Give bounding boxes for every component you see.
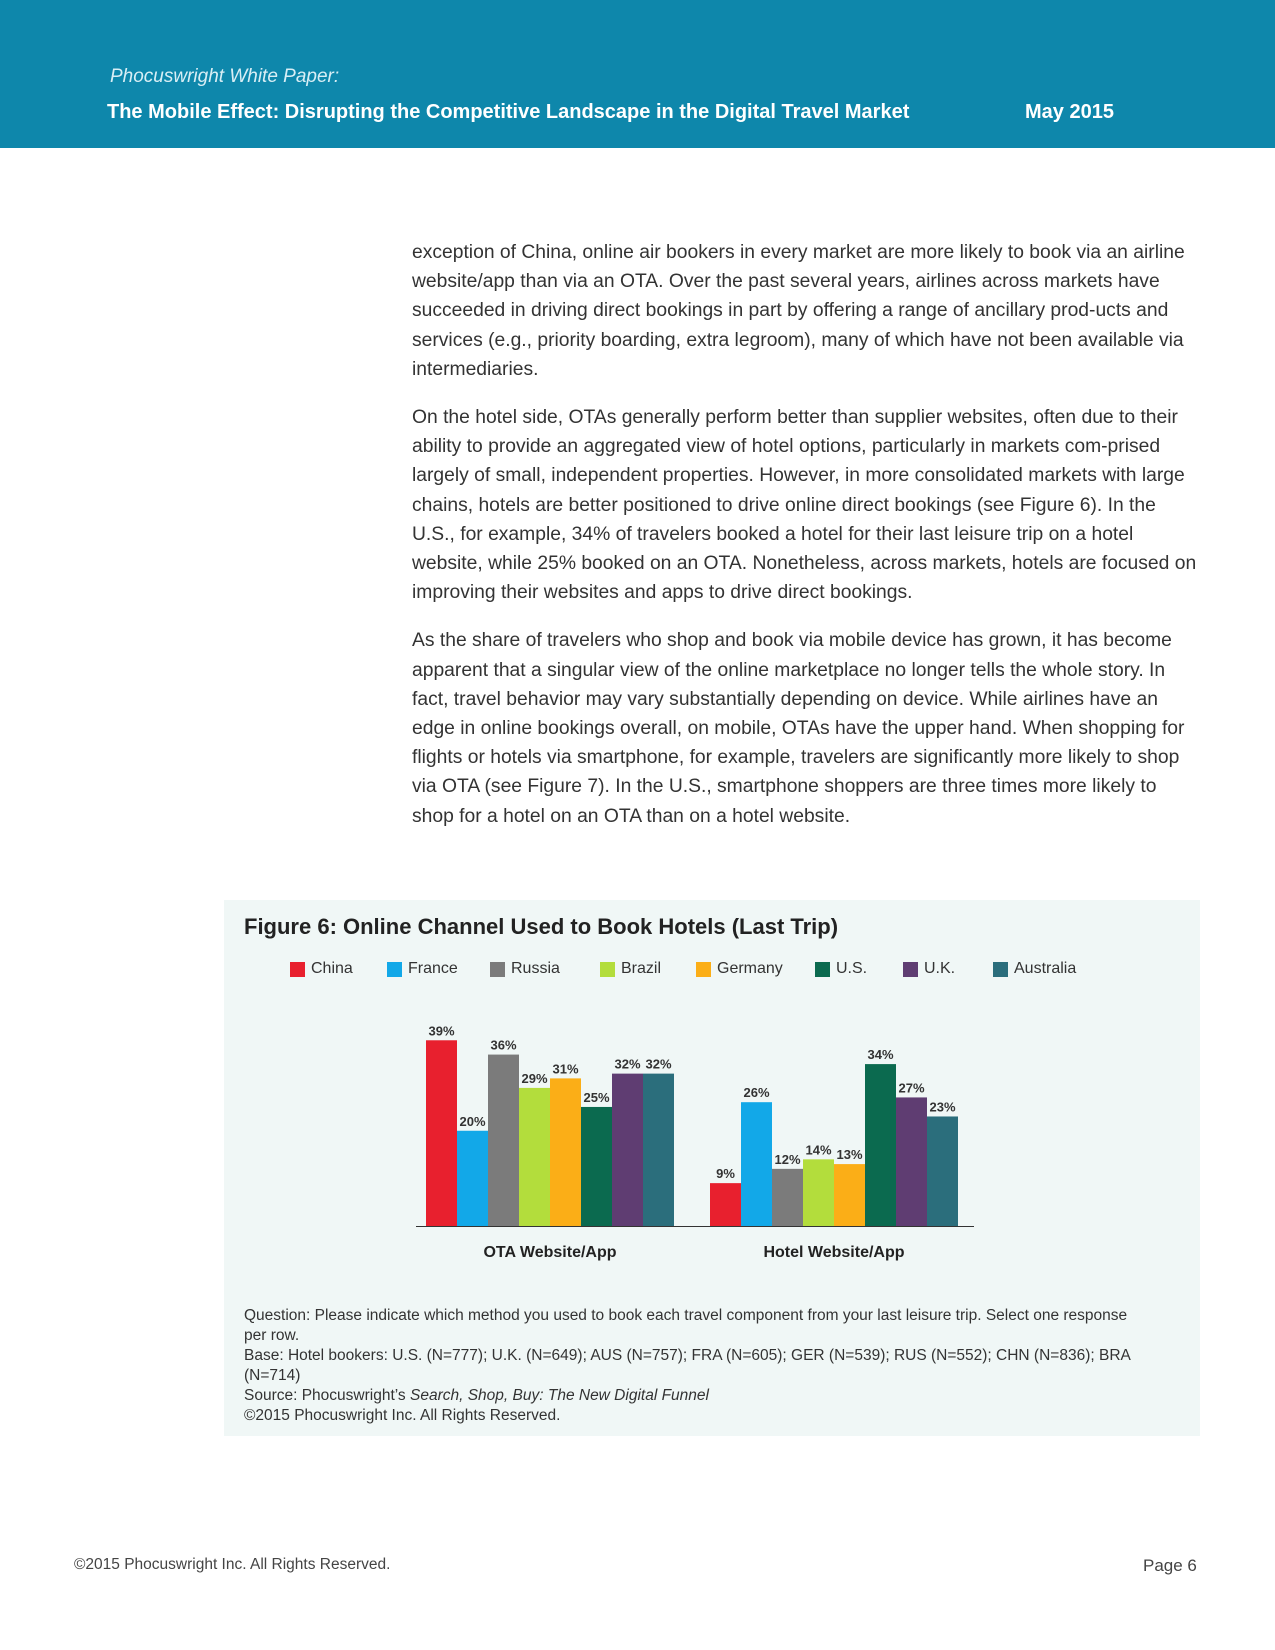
data-label: 32% (645, 1056, 672, 1072)
bar-chart (224, 996, 1200, 1296)
figure-title: Figure 6: Online Channel Used to Book Hotels (Last Trip) (244, 914, 839, 939)
page-header (0, 0, 1275, 148)
legend-label: France (408, 960, 458, 977)
legend-label: U.S. (836, 960, 868, 977)
data-label: 39% (428, 1023, 455, 1039)
legend-label: Germany (717, 960, 783, 977)
category-label: OTA Website/App (483, 1244, 617, 1261)
legend-label: Australia (1014, 960, 1077, 977)
legend-item-russia (490, 958, 560, 980)
bar-russia-ota-website-app (488, 1055, 519, 1226)
legend-label: Brazil (621, 960, 662, 977)
data-label: 23% (929, 1099, 956, 1115)
footer-copyright: ©2015 Phocuswright Inc. All Rights Reserved. (74, 1556, 391, 1573)
bar-russia-hotel-website-app (772, 1169, 803, 1226)
figure-notes (244, 1306, 1144, 1426)
bar-australia-ota-website-app (643, 1074, 674, 1226)
bar-france-ota-website-app (457, 1131, 488, 1226)
legend-item-france (387, 958, 458, 980)
bar-u-s-ota-website-app (581, 1107, 612, 1226)
data-label: 27% (898, 1080, 925, 1096)
data-label: 34% (867, 1047, 894, 1063)
header-title: The Mobile Effect: Disrupting the Competitive Landscape in the Digital Travel Market (107, 101, 910, 123)
legend-swatch (387, 962, 402, 977)
legend-swatch (600, 962, 615, 977)
bar-u-k-hotel-website-app (896, 1097, 927, 1226)
header-subtitle: Phocuswright White Paper: (110, 66, 340, 87)
bar-brazil-hotel-website-app (803, 1159, 834, 1226)
paragraph-3: As the share of travelers who shop and book via mobile device has grown, it has become apparent that a singular view of the online marketplace no longer tells the whole story. In fact, travel behavior may vary substantially depending on device. While airlines have an edge in online bookings overall, on mobile, OTAs have the upper hand. When shopping for flights or hotels via smartphone, for example, travelers are significantly more likely to shop via OTA (see Figure 7). In the U.S., smartphone shoppers are three times more likely to shop for a hotel on an OTA than on a hotel website. (412, 630, 1185, 827)
bar-china-ota-website-app (426, 1040, 457, 1226)
bar-australia-hotel-website-app (927, 1116, 958, 1226)
bar-germany-hotel-website-app (834, 1164, 865, 1226)
data-label: 25% (583, 1089, 610, 1105)
paragraph-2: On the hotel side, OTAs generally perform better than supplier websites, often due to their ability to provide an aggregated view of hotel options, particularly in markets com-prised largely of small, independent properties. However, in more consolidated markets with large chains, hotels are better positioned to drive online direct bookings (see Figure 6). In the U.S., for example, 34% of travelers booked a hotel for their last leisure trip on a hotel website, while 25% booked on an OTA. Nonetheless, across markets, hotels are focused on improving their websites and apps to drive direct bookings. (412, 407, 1197, 604)
data-label: 9% (716, 1166, 735, 1182)
source-title: Search, Shop, Buy: The New Digital Funnel (410, 1387, 709, 1404)
legend-item-australia (993, 958, 1076, 980)
data-label: 32% (614, 1056, 641, 1072)
header-date: May 2015 (1025, 101, 1114, 123)
legend-item-germany (696, 958, 783, 980)
bar-u-k-ota-website-app (612, 1074, 643, 1226)
bar-u-s-hotel-website-app (865, 1064, 896, 1226)
figure-base: Base: Hotel bookers: U.S. (N=777); U.K. (N=649); AUS (N=757); FRA (N=605); GER (N=539); RUS (N=552); CHN (N=836); BRA (N=714) (244, 1347, 1130, 1384)
legend-item-u-k (903, 958, 955, 980)
figure-6 (224, 900, 1200, 1436)
paragraph-1: exception of China, online air bookers in every market are more likely to book via an airline website/app than via an OTA. Over the past several years, airlines across markets have succeeded in driving direct bookings in part by offering a range of ancillary prod-ucts and services (e.g., priority boarding, extra legroom), many of which have not been available via intermediaries. (412, 242, 1185, 380)
figure-source (244, 1386, 1144, 1406)
data-label: 36% (490, 1037, 517, 1053)
legend-swatch (903, 962, 918, 977)
legend-item-u-s (815, 958, 867, 980)
bar-france-hotel-website-app (741, 1102, 772, 1226)
legend-label: China (311, 960, 353, 977)
figure-copyright: ©2015 Phocuswright Inc. All Rights Reserved. (244, 1407, 561, 1424)
data-label: 26% (743, 1085, 770, 1101)
figure-question: Question: Please indicate which method you used to book each travel component from your last leisure trip. Select one response per row. (244, 1307, 1128, 1344)
bar-brazil-ota-website-app (519, 1088, 550, 1226)
legend-swatch (696, 962, 711, 977)
body-text (412, 238, 1202, 850)
data-label: 13% (836, 1147, 863, 1163)
data-label: 29% (521, 1070, 548, 1086)
source-prefix: Source: Phocuswright’s (244, 1387, 410, 1404)
bar-china-hotel-website-app (710, 1183, 741, 1226)
category-label: Hotel Website/App (763, 1244, 905, 1261)
bar-germany-ota-website-app (550, 1078, 581, 1226)
legend-swatch (490, 962, 505, 977)
legend-swatch (815, 962, 830, 977)
legend-item-brazil (600, 958, 661, 980)
chart-legend (224, 958, 1200, 980)
data-label: 14% (805, 1142, 832, 1158)
data-label: 20% (459, 1113, 486, 1129)
page-number: Page 6 (1143, 1556, 1197, 1575)
data-label: 31% (552, 1061, 579, 1077)
legend-label: U.K. (924, 960, 956, 977)
legend-swatch (290, 962, 305, 977)
data-label: 12% (774, 1151, 801, 1167)
legend-label: Russia (511, 960, 560, 977)
legend-swatch (993, 962, 1008, 977)
legend-item-china (290, 958, 353, 980)
